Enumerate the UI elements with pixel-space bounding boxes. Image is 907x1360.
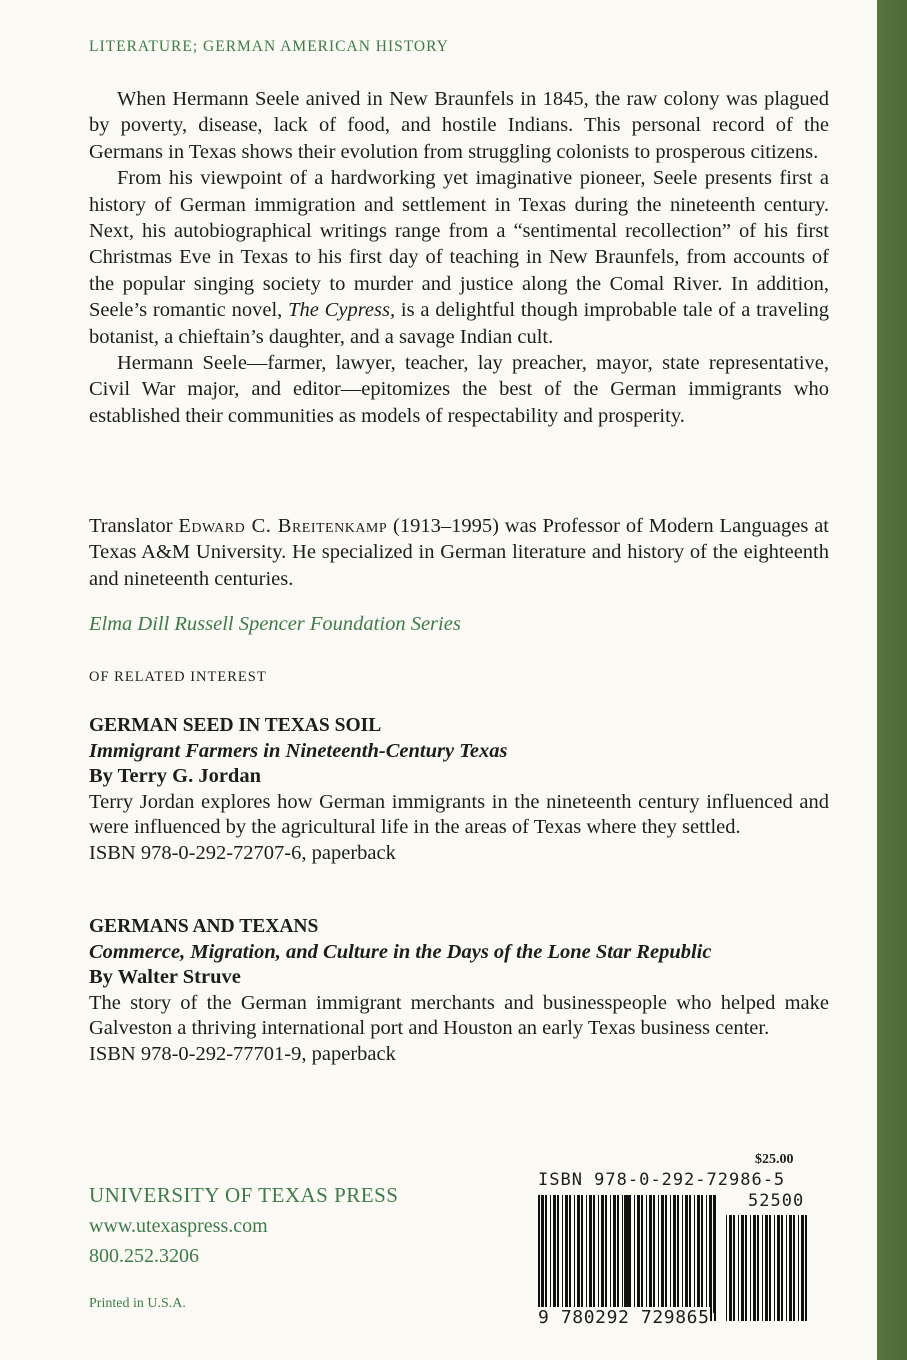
publisher-name: UNIVERSITY OF TEXAS PRESS xyxy=(89,1183,399,1207)
series-name: Elma Dill Russell Spencer Foundation Series xyxy=(89,613,461,635)
related-book-author: By Walter Struve xyxy=(89,966,241,989)
related-book-subtitle: Commerce, Migration, and Culture in the Days of the Lone Star Republic xyxy=(89,940,712,963)
spine-edge xyxy=(877,0,907,1360)
related-book-description: Terry Jordan explores how German immigrants in the nineteenth century influenced and were influenced by the agricultural life in the areas of Texas where they settled. xyxy=(89,790,829,839)
printed-in-label: Printed in U.S.A. xyxy=(89,1296,186,1311)
barcode-addon-digits: 52500 xyxy=(748,1191,805,1211)
publisher-website: www.utexaspress.com xyxy=(89,1215,268,1237)
description-paragraph-1: When Hermann Seele anived in New Braunfels in 1845, the raw colony was plagued by poverty, disease, lack of food, and hostile Indians. This personal record of the Germans in Texas shows their evolution from struggling colonists to prosperous citizens. xyxy=(89,88,829,163)
related-book-title: GERMANS AND TEXANS xyxy=(89,916,319,937)
related-book-description: The story of the German immigrant merchants and businesspeople who helped make Galveston a thriving international port and Houston an early Texas business center. xyxy=(89,991,829,1040)
related-book-isbn: ISBN 978-0-292-72707-6, paperback xyxy=(89,841,396,864)
related-book-author: By Terry G. Jordan xyxy=(89,765,261,788)
barcode xyxy=(538,1191,811,1335)
translator-prefix: Translator xyxy=(89,515,179,537)
description-paragraph-3: Hermann Seele—farmer, lawyer, teacher, lay preacher, mayor, state representative, Civil War major, and editor—epitomizes the best of the German immigrants who established their communities as models of respectability and prosperity. xyxy=(89,352,829,427)
description-text: is a delightful though improbable tale of a traveling botanist, a chieftain’s daughter, and a savage Indian cult. xyxy=(89,299,829,348)
translator-bio xyxy=(89,513,829,592)
related-book-subtitle: Immigrant Farmers in Nineteenth-Century Texas xyxy=(89,739,508,762)
price-label: $25.00 xyxy=(755,1152,794,1167)
isbn-label: ISBN 978-0-292-72986-5 xyxy=(538,1170,786,1190)
related-book xyxy=(89,914,829,1068)
description-paragraph-2 xyxy=(89,165,829,350)
category-label: LITERATURE; GERMAN AMERICAN HISTORY xyxy=(89,38,449,55)
translator-text: (1913–1995) was Professor of Modern Languages at Texas A&M University. He specialized in German literature and history of the eighteenth and nineteenth centuries. xyxy=(89,515,830,590)
related-book-isbn: ISBN 978-0-292-77701-9, paperback xyxy=(89,1042,396,1065)
publisher-phone: 800.252.3206 xyxy=(89,1245,199,1267)
related-heading: OF RELATED INTEREST xyxy=(89,669,267,685)
translator-name: Edward C. Breitenkamp xyxy=(178,515,388,537)
novel-title: The Cypress, xyxy=(288,299,396,322)
description-text: From his viewpoint of a hardworking yet imaginative pioneer, Seele presents first a history of German immigration and settlement in Texas during the nineteenth century. Next, his autobiographical writings range from a “sentimental recollection” of his first Christmas Eve in Texas to his first day of teaching in New Braunfels, from accounts of the popular singing society to murder and justice along the Comal River. In addition, Seele’s romantic novel, xyxy=(89,167,829,322)
barcode-ean-digits: 9 780292 729865 xyxy=(538,1307,710,1328)
related-book-title: GERMAN SEED IN TEXAS SOIL xyxy=(89,715,382,736)
related-book xyxy=(89,713,829,867)
book-description xyxy=(89,86,829,429)
